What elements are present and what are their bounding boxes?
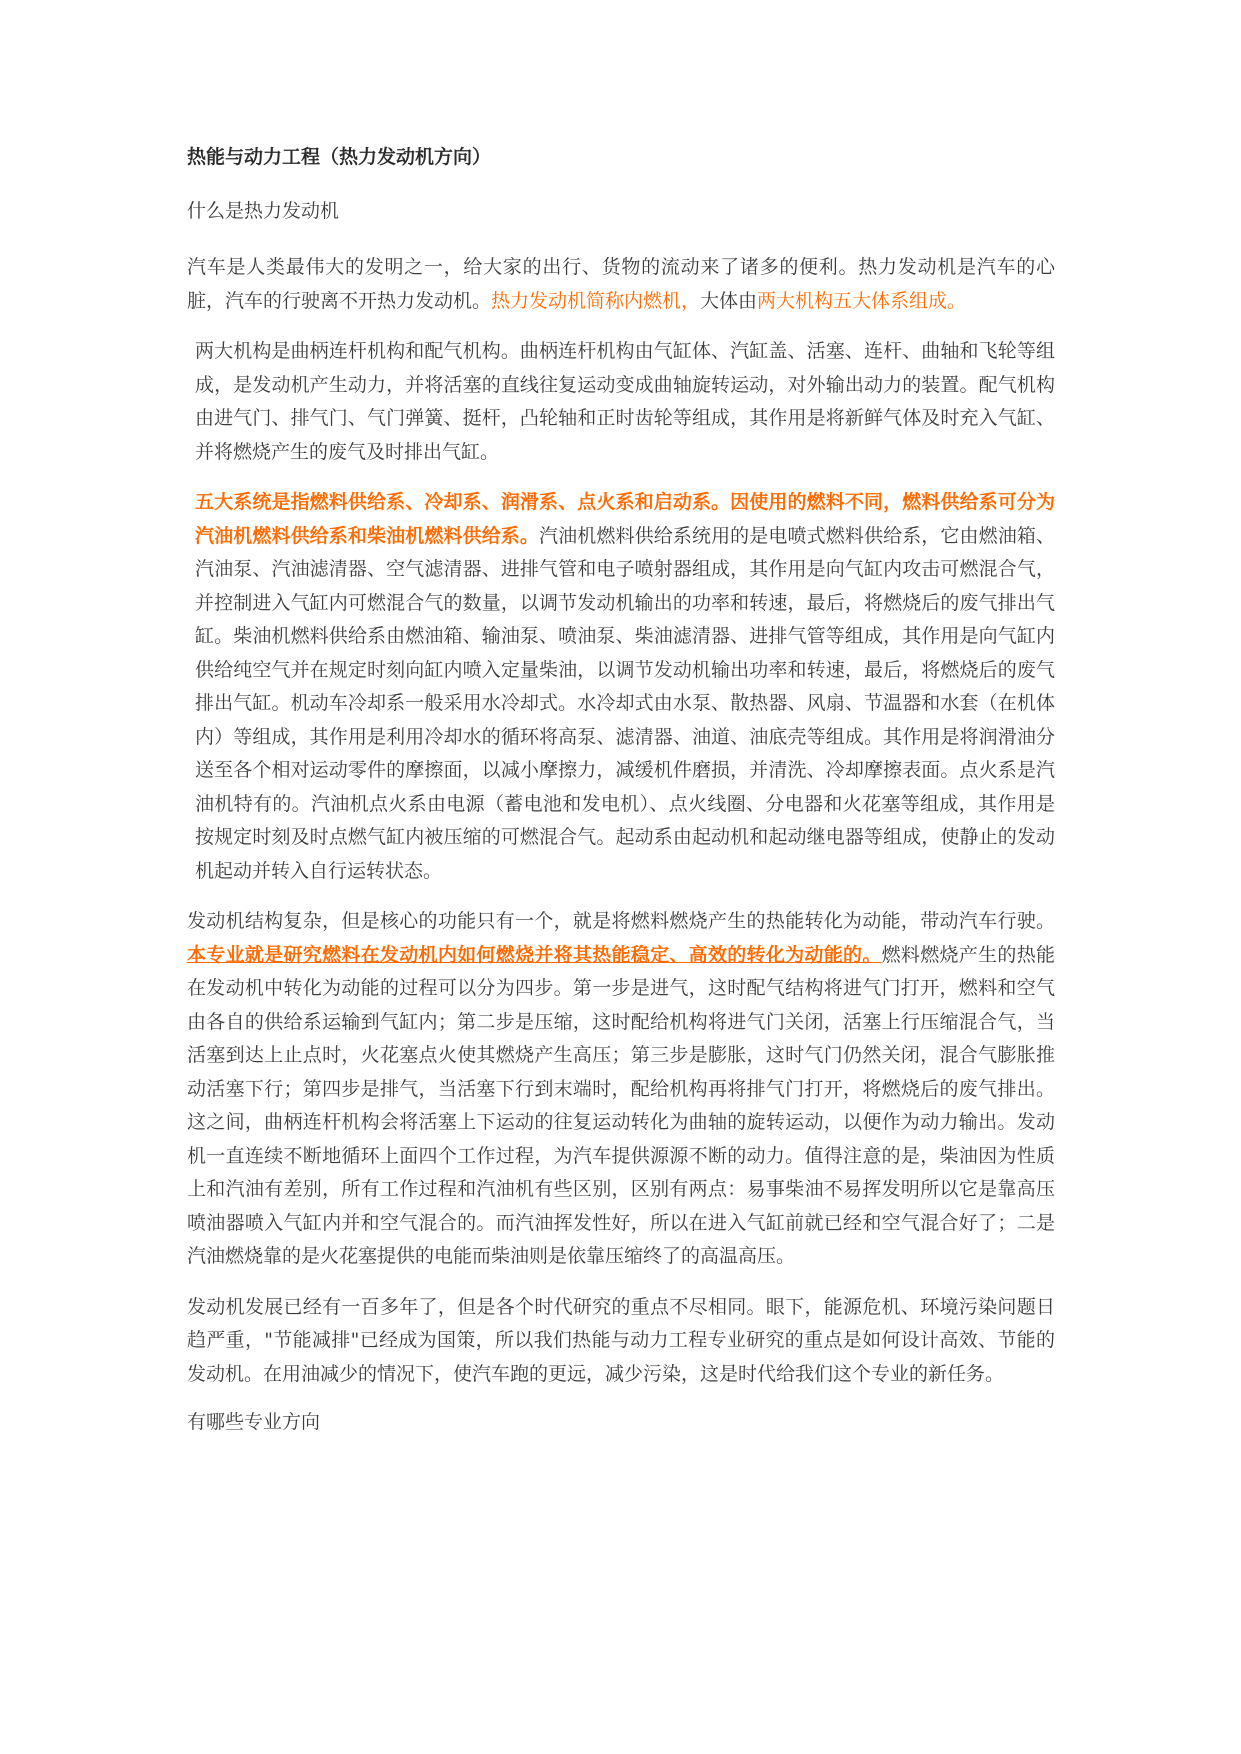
paragraph-intro — [187, 251, 1055, 318]
intro-highlight-2: 两大机构五大体系组成。 — [757, 289, 967, 312]
core-function-highlight: 本专业就是研究燃料在发动机内如何燃烧并将其热能稳定、高效的转化为动能的。 — [187, 943, 882, 966]
paragraph-development: 发动机发展已经有一百多年了，但是各个时代研究的重点不尽相同。眼下，能源危机、环境污染问题日趋严重，"节能减排"已经成为国策，所以我们热能与动力工程专业研究的重点是如何设计高效、节能的发动机。在用油减少的情况下，使汽车跑的更远，减少污染，这是时代给我们这个专业的新任务。 — [187, 1295, 1055, 1385]
document-title: 热能与动力工程（热力发动机方向） — [187, 146, 492, 168]
document-body — [187, 143, 1055, 1462]
section-heading-what-is: 什么是热力发动机 — [187, 200, 340, 222]
section-heading-directions: 有哪些专业方向 — [187, 1411, 321, 1433]
intro-highlight-1: 热力发动机简称内燃机， — [491, 289, 701, 312]
paragraph-five-systems — [187, 486, 1055, 888]
core-function-text-1: 发动机结构复杂，但是核心的功能只有一个，就是将燃料燃烧产生的热能转化为动能，带动汽车行驶。 — [187, 910, 1055, 932]
intro-text-1: 汽车是人类最伟大的发明之一，给大家的出行、货物的流动来了诸多的便利。热力发动机是汽车的心脏，汽车的行驶离不开热力发动机。 — [187, 256, 1055, 312]
paragraph-core-function — [187, 905, 1055, 1274]
five-systems-highlight: 五大系统是指燃料供给系、冷却系、润滑系、点火系和启动系。因使用的燃料不同，燃料供给系可分为汽油机燃料供给系和柴油机燃料供给系。 — [195, 491, 1055, 547]
intro-text-2: 大体由 — [700, 289, 758, 312]
paragraph-two-mechanisms: 两大机构是曲柄连杆机构和配气机构。曲柄连杆机构由气缸体、汽缸盖、活塞、连杆、曲轴和飞轮等组成，是发动机产生动力，并将活塞的直线往复运动变成曲轴旋转运动，对外输出动力的装置。配气机构由进气门、排气门、气门弹簧、挺杆，凸轮轴和正时齿轮等组成，其作用是将新鲜气体及时充入气缸、并将燃烧产生的废气及时排出气缸。 — [195, 340, 1055, 463]
core-function-text-2: 燃料燃烧产生的热能在发动机中转化为动能的过程可以分为四步。第一步是进气，这时配气结构将进气门打开，燃料和空气由各自的供给系运输到气缸内；第二步是压缩，这时配给机构将进气门关闭，活塞上行压缩混合气，当活塞到达上止点时，火花塞点火使其燃烧产生高压；第三步是膨胀，这时气门仍然关闭，混合气膨胀推动活塞下行；第四步是排气，当活塞下行到末端时，配给机构再将排气门打开，将燃烧后的废气排出。这之间，曲柄连杆机构会将活塞上下运动的往复运动转化为曲轴的旋转运动，以便作为动力输出。发动机一直连续不断地循环上面四个工作过程，为汽车提供源源不断的动力。值得注意的是，柴油因为性质上和汽油有差别，所有工作过程和汽油机有些区别，区别有两点：易事柴油不易挥发明所以它是靠高压喷油器喷入气缸内并和空气混合的。而汽油挥发性好，所以在进入气缸前就已经和空气混合好了；二是汽油燃烧靠的是火花塞提供的电能而柴油则是依靠压缩终了的高温高压。 — [187, 943, 1055, 1267]
five-systems-text: 汽油机燃料供给系统用的是电喷式燃料供给系，它由燃油箱、汽油泵、汽油滤清器、空气滤清器、进排气管和电子喷射器组成，其作用是向气缸内攻击可燃混合气，并控制进入气缸内可燃混合气的数量，以调节发动机输出的功率和转速，最后，将燃烧后的废气排出气缸。柴油机燃料供给系由燃油箱、输油泵、喷油泵、柴油滤清器、进排气管等组成，其作用是向气缸内供给纯空气并在规定时刻向缸内喷入定量柴油，以调节发动机输出功率和转速，最后，将燃烧后的废气排出气缸。机动车冷却系一般采用水冷却式。水冷却式由水泵、散热器、风扇、节温器和水套（在机体内）等组成，其作用是利用冷却水的循环将高泵、滤清器、油道、油底壳等组成。其作用是将润滑油分送至各个相对运动零件的摩擦面，以减小摩擦力，减缓机件磨损，并清洗、冷却摩擦表面。点火系是汽油机特有的。汽油机点火系由电源（蓄电池和发电机）、点火线圈、分电器和火花塞等组成，其作用是按规定时刻及时点燃气缸内被压缩的可燃混合气。起动系由起动机和起动继电器等组成，使静止的发动机起动并转入自行运转状态。 — [195, 524, 1055, 882]
